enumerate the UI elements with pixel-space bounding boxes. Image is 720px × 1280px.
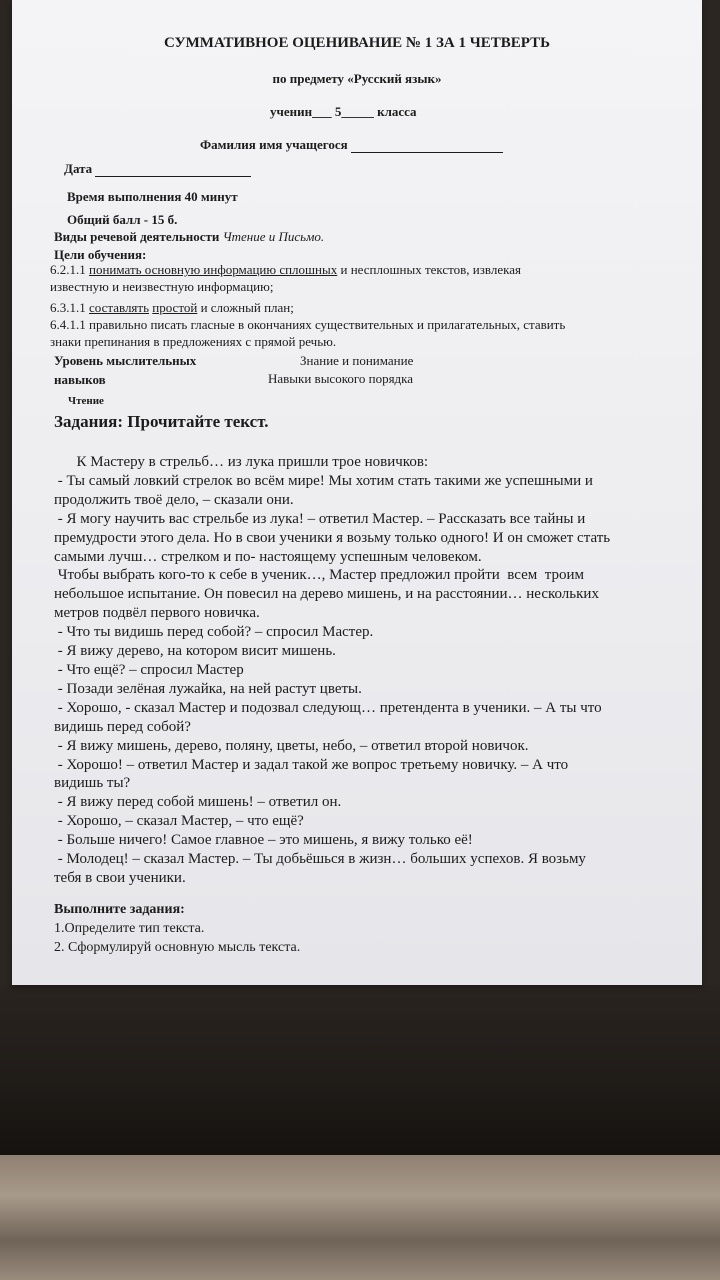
goal-3-line-2: знаки препинания в предложениях с прямой речью. (50, 334, 337, 349)
story-line: небольшое испытание. Он повесил на дерево мишень, и на расстоянии… нескольких (54, 586, 599, 603)
class-prefix: ученин___ (270, 104, 332, 119)
worksheet-title: СУММАТИВНОЕ ОЦЕНИВАНИЕ № 1 ЗА 1 ЧЕТВЕРТЬ (163, 35, 550, 51)
story-line: - Что ты видишь перед собой? – спросил Мастер. (54, 624, 374, 641)
goal-1-line-1 (50, 262, 521, 278)
goals-label: Цели обучения: (54, 247, 147, 262)
goal-2-underlined-2: простой (152, 300, 198, 315)
tasks-label: Выполните задания: (54, 902, 185, 917)
student-name-label: Фамилия имя учащегося (200, 137, 348, 152)
story-line: - Больше ничего! Самое главное – это мишень, я вижу только её! (54, 832, 473, 849)
class-suffix: _____ класса (341, 104, 417, 119)
story-line: премудрости этого дела. Но в свои ученики я возьму только одного! И он сможет стать (54, 529, 611, 546)
goal-2-rest: и сложный план; (197, 300, 294, 315)
worksheet-page (12, 0, 702, 985)
goal-2 (50, 300, 294, 316)
goal-1-line-2: известную и неизвестную информацию; (50, 279, 274, 294)
student-name-blank (351, 140, 503, 153)
story-line: Чтобы выбрать кого-то к себе в ученик…, Мастер предложил пройти всем троим (54, 567, 585, 584)
table-surface (0, 985, 720, 1155)
goal-2-code: 6.3.1.1 (50, 300, 86, 315)
story-line: - Что ещё? – спросил Мастер (54, 661, 244, 678)
story-line: видишь ты? (54, 775, 131, 792)
story-line: - Молодец! – сказал Мастер. – Ты добьёшься в жизн… больших успехов. Я возьму (54, 851, 586, 868)
goal-2-underlined-1: составлять (89, 300, 150, 315)
story-line: - Хорошо! – ответил Мастер и задал такой же вопрос третьему новичку. – А что (54, 756, 569, 773)
story-line: - Ты самый ловкий стрелок во всём мире! Мы хотим стать такими же успешными и (54, 472, 593, 489)
activities-line (54, 229, 324, 245)
task-2: 2. Сформулируй основную мысль текста. (54, 940, 301, 955)
time-limit: Время выполнения 40 минут (67, 189, 238, 204)
subject-line: по предмету «Русский язык» (272, 71, 442, 86)
floor-background (0, 1150, 720, 1280)
task-1: 1.Определите тип текста. (54, 921, 205, 936)
story-text (54, 453, 694, 888)
class-line (270, 104, 417, 120)
goal-1-code: 6.2.1.1 (50, 262, 86, 277)
class-number: 5 (334, 104, 342, 119)
levels-label-1: Уровень мыслительных (54, 353, 197, 368)
student-name-line (200, 137, 503, 153)
story-line: - Я могу научить вас стрельбе из лука! – ответил Мастер. – Рассказать все тайны и (54, 510, 586, 527)
level-knowledge: Знание и понимание (300, 353, 414, 368)
story-line: - Я вижу мишень, дерево, поляну, цветы, небо, – ответил второй новичок. (54, 737, 529, 754)
story-line: - Хорошо, – сказал Мастер, – что ещё? (54, 813, 304, 830)
date-line (64, 161, 251, 177)
story-line: продолжить твоё дело, – сказали они. (54, 491, 294, 508)
story-line: метров подвёл первого новичка. (54, 605, 260, 622)
level-higher-order: Навыки высокого порядка (268, 371, 414, 386)
story-line: - Позади зелёная лужайка, на ней растут цветы. (54, 680, 362, 697)
total-score: Общий балл - 15 б. (67, 212, 178, 227)
date-blank (95, 164, 251, 177)
goal-1-rest: и несплошных текстов, извлекая (337, 262, 521, 277)
reading-label: Чтение (68, 395, 104, 407)
goal-1-underlined: понимать основную информацию сплошных (89, 262, 338, 277)
date-label: Дата (64, 161, 93, 176)
goal-3-line-1: 6.4.1.1 правильно писать гласные в окончаниях существительных и прилагательных, ставить (50, 317, 566, 332)
task-heading: Задания: Прочитайте текст. (54, 412, 269, 431)
activities-label: Виды речевой деятельности (54, 229, 220, 244)
story-line: - Я вижу дерево, на котором висит мишень. (54, 643, 336, 660)
story-line: тебя в свои ученики. (54, 869, 186, 886)
story-line: видишь перед собой? (54, 718, 191, 735)
story-line: К Мастеру в стрельб… из лука пришли трое новичков: (54, 454, 429, 470)
story-line: - Хорошо, - сказал Мастер и подозвал следующ… претендента в ученики. – А ты что (54, 699, 602, 716)
activities-value: Чтение и Письмо. (222, 229, 325, 244)
story-line: самыми лучш… стрелком и по- настоящему успешным человеком. (54, 548, 482, 565)
levels-label-2: навыков (54, 372, 106, 387)
story-line: - Я вижу перед собой мишень! – ответил он. (54, 794, 342, 811)
